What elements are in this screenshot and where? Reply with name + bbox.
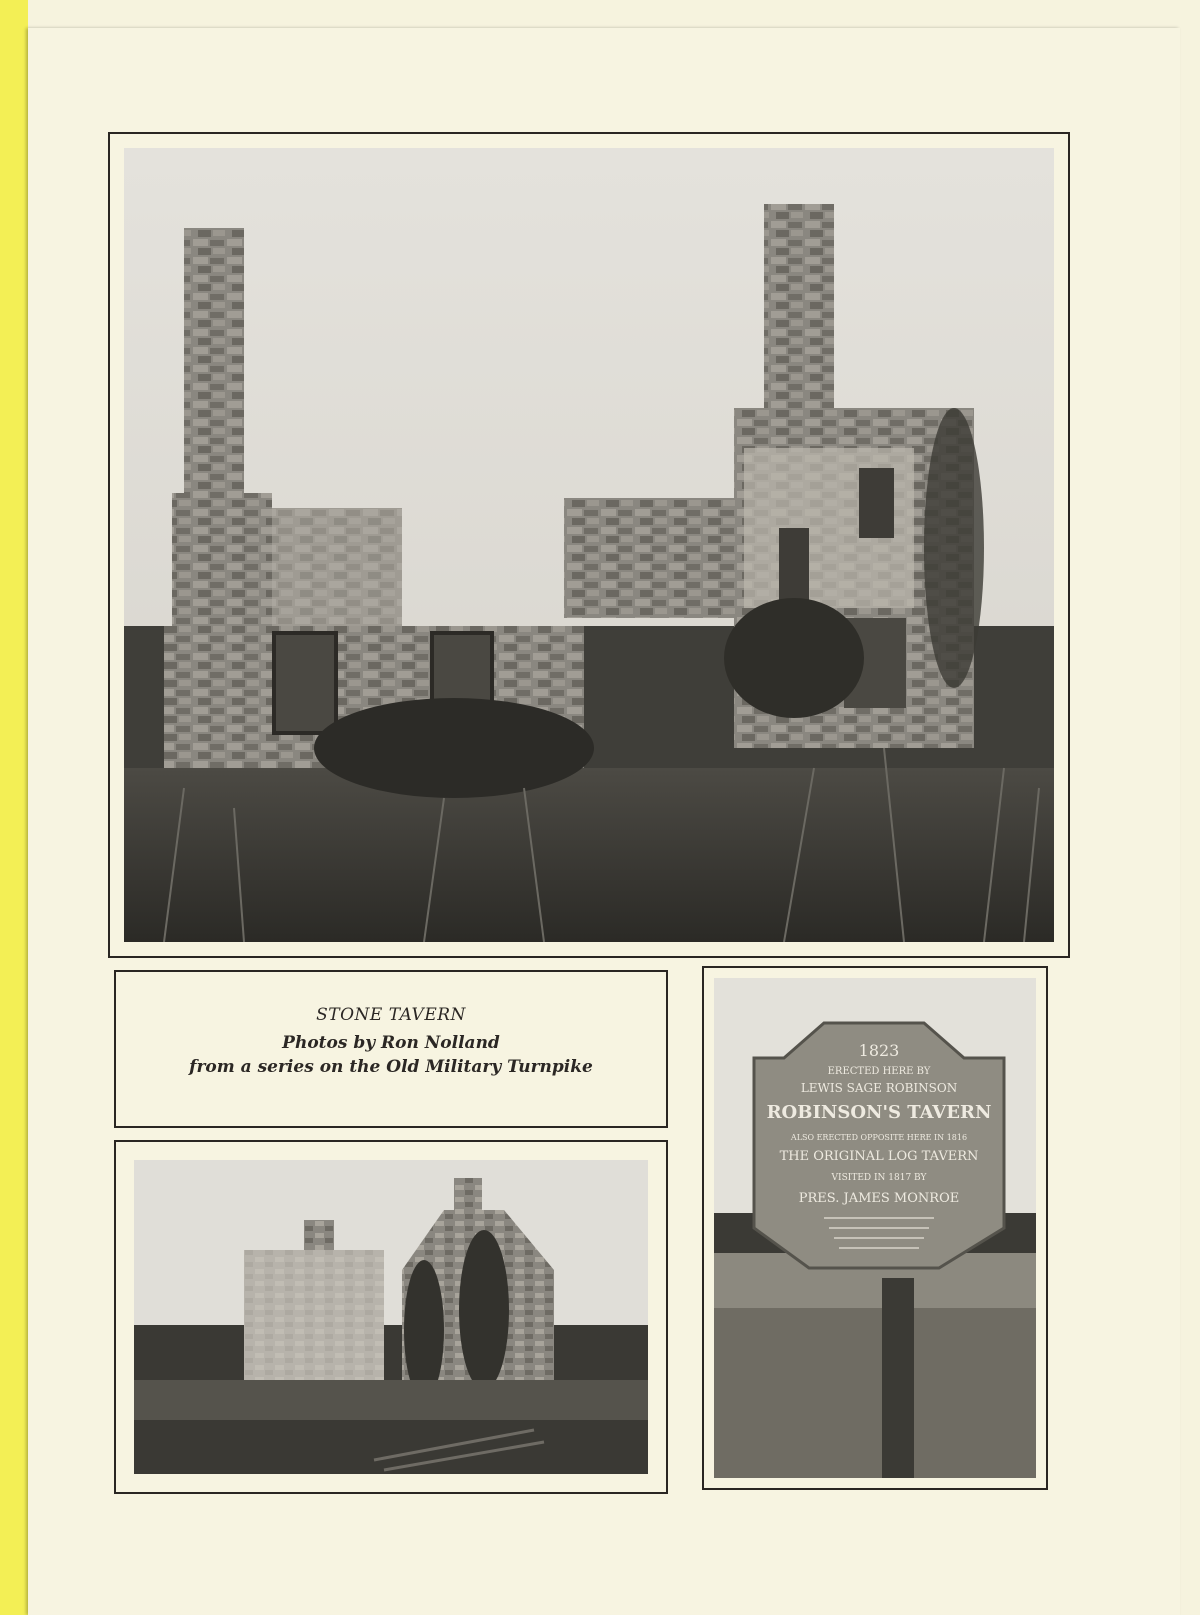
stone-tavern-ruins-photo <box>124 148 1054 942</box>
sign-person: LEWIS SAGE ROBINSON <box>800 1081 958 1095</box>
photo-credit: Photos by Ron Nolland <box>282 1033 500 1053</box>
tavern-sign-photo <box>714 978 1036 1478</box>
ruins-distance-photo-frame <box>114 1140 668 1494</box>
sign-visited: VISITED IN 1817 BY <box>831 1173 927 1183</box>
ruins-distance-photo <box>134 1160 648 1474</box>
sign-original-log-tavern: THE ORIGINAL LOG TAVERN <box>779 1149 979 1164</box>
yellow-page-edge <box>0 0 28 1615</box>
sign-also-erected: ALSO ERECTED OPPOSITE HERE IN 1816 <box>790 1133 968 1142</box>
sign-year: 1823 <box>858 1041 900 1060</box>
main-photo-frame <box>108 132 1070 958</box>
sign-tavern-name: ROBINSON'S TAVERN <box>766 1102 992 1123</box>
caption-title: STONE TAVERN <box>316 1005 466 1025</box>
sign-erected-here-by: ERECTED HERE BY <box>827 1066 931 1077</box>
caption-box <box>114 970 668 1128</box>
tavern-sign-photo-frame <box>702 966 1048 1490</box>
series-note: from a series on the Old Military Turnpike <box>189 1057 593 1077</box>
scrapbook-page <box>28 28 1180 1615</box>
sign-president: PRES. JAMES MONROE <box>798 1191 960 1206</box>
